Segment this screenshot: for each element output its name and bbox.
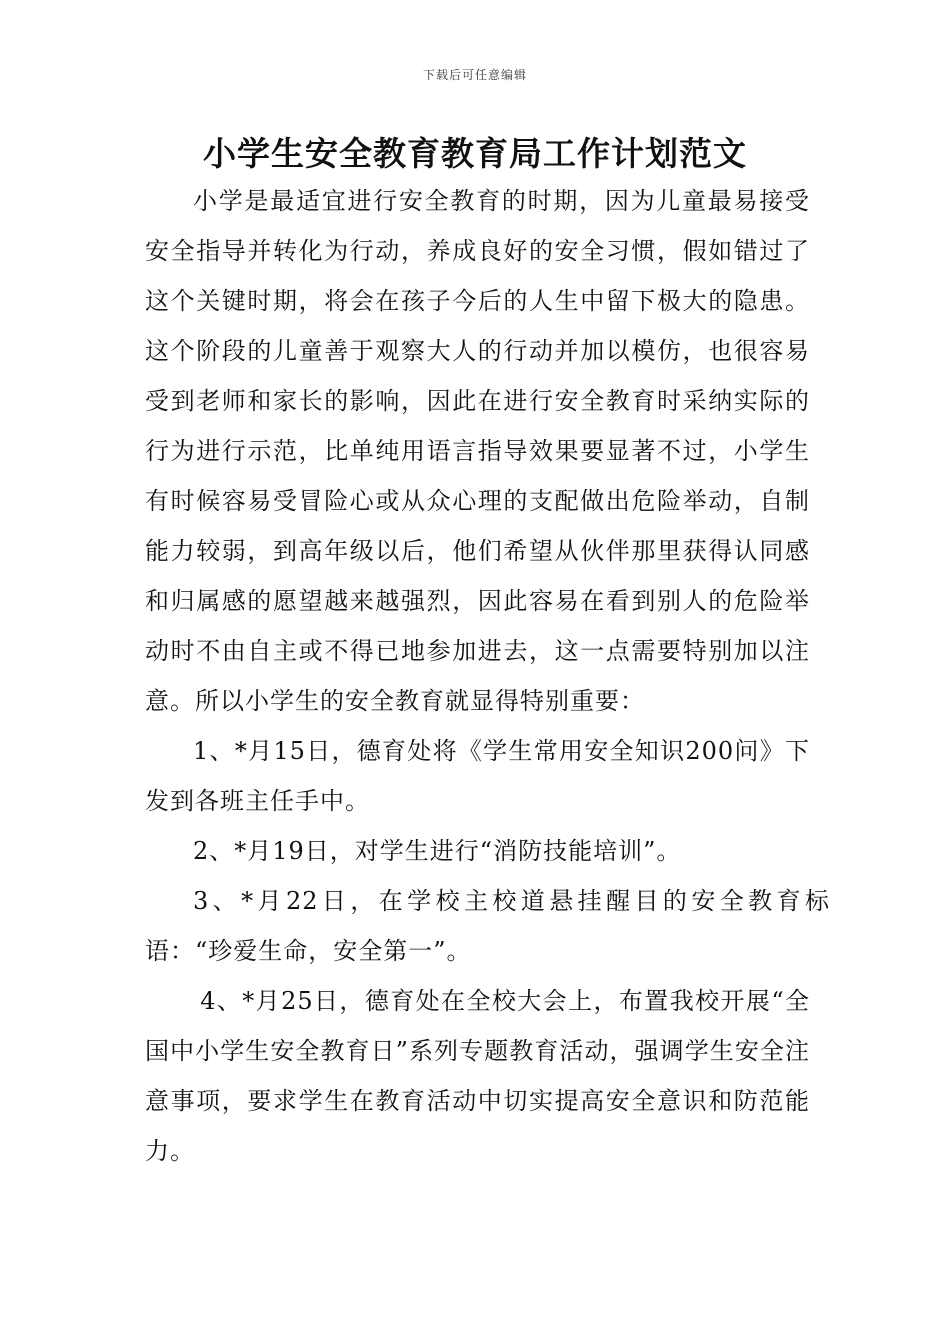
list-item-1: 1、*月15日，德育处将《学生常用安全知识200问》下发到各班主任手中。	[145, 737, 810, 815]
list-item-4: 4、*月25日，德育处在全校大会上，布置我校开展“全国中小学生安全教育日”系列专题教育活动，强调学生安全注意事项，要求学生在教育活动中切实提高安全意识和防范能力。	[145, 987, 810, 1165]
list-item-2: 2、*月19日，对学生进行“消防技能培训”。	[193, 837, 682, 865]
intro-paragraph: 小学是最适宜进行安全教育的时期，因为儿童最易接受安全指导并转化为行动，养成良好的安全习惯，假如错过了这个关键时期，将会在孩子今后的人生中留下极大的隐患。这个阶段的儿童善于观察大人的行动并加以模仿，也很容易受到老师和家长的影响，因此在进行安全教育时采纳实际的行为进行示范，比单纯用语言指导效果要显著不过，小学生有时候容易受冒险心或从众心理的支配做出危险举动，自制能力较弱，到高年级以后，他们希望从伙伴那里获得认同感和归属感的愿望越来越强烈，因此容易在看到别人的危险举动时不由自主或不得已地参加进去，这一点需要特别加以注意。所以小学生的安全教育就显得特别重要：	[145, 187, 810, 715]
document-body	[145, 176, 830, 1176]
header-note: 下载后可任意编辑	[422, 68, 527, 82]
list-item-3: 3、*月22日，在学校主校道悬挂醒目的安全教育标语：“珍爱生命，安全第一”。	[145, 887, 830, 965]
document-title: 小学生安全教育教育局工作计划范文	[203, 134, 747, 173]
